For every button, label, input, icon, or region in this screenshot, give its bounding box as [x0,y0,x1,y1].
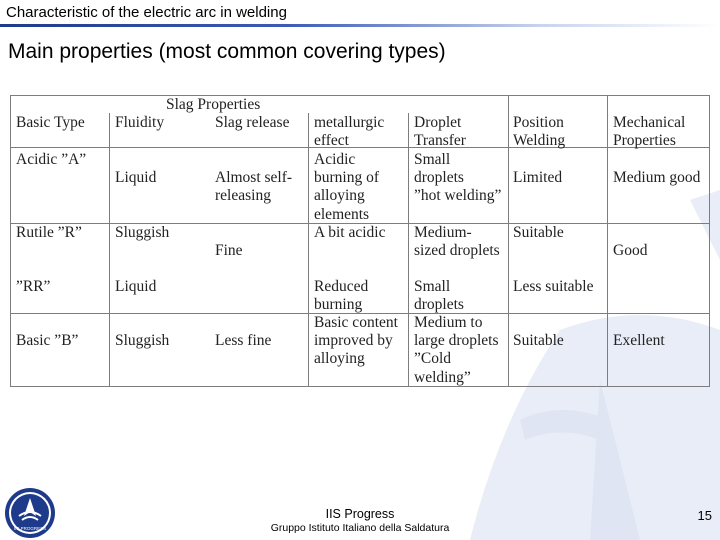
header-title: Characteristic of the electric arc in welding [6,4,287,21]
column-header: Droplet Transfer [414,114,466,150]
column-header: Fluidity [115,114,165,131]
table-column-divider [308,113,309,387]
table-cell-slag-release: Less fine [215,332,272,349]
page-title: Main properties (most common covering types) [8,40,446,63]
table-border-left [10,95,11,387]
table-cell-fluidity: Sluggish [115,224,170,241]
column-header: Mechanical Properties [613,114,686,150]
table-cell-mechanical: Good [613,242,648,259]
table-cell-fluidity: Liquid [115,278,157,295]
table-cell-metallurgic: Reduced burning [314,278,369,314]
column-header: Position Welding [513,114,566,150]
table-cell-fluidity: Liquid [115,169,157,186]
table-cell-mechanical: Medium good [613,169,701,186]
table-column-divider [508,95,509,387]
table-cell-droplet: Medium to large droplets ”Cold welding” [414,314,499,386]
table-cell-slag-release: Fine [215,242,243,259]
column-header: metallurgic effect [314,114,385,150]
table-cell-type: Rutile ”R” [16,224,82,241]
table-cell-position: Suitable [513,224,564,241]
table-cell-fluidity: Sluggish [115,332,170,349]
table-column-divider [607,95,608,387]
table-border-top [10,95,710,96]
table-cell-position: Suitable [513,332,564,349]
table-cell-slag-release: Almost self- releasing [215,169,293,205]
footer-org-subtitle: Gruppo Istituto Italiano della Saldatura [270,522,450,534]
table-column-divider [408,113,409,387]
table-cell-position: Limited [513,169,563,186]
table-cell-type: ”RR” [16,278,51,295]
table-border-right [709,95,710,387]
table-cell-metallurgic: Basic content improved by alloying [314,314,398,368]
table-cell-position: Less suitable [513,278,594,295]
table-cell-type: Basic ”B” [16,332,79,349]
table-cell-type: Acidic ”A” [16,151,87,168]
slag-properties-header: Slag Properties [166,96,261,113]
footer-org-name: IIS Progress [325,507,395,521]
page-number: 15 [697,508,712,523]
logo-text: IIS PROGRESS [13,526,47,531]
table-cell-droplet: Medium- sized droplets [414,224,500,260]
properties-table [10,95,710,387]
table-column-divider [109,113,110,387]
column-header: Slag release [215,114,290,131]
column-header: Basic Type [16,114,85,131]
header-divider [0,24,720,27]
table-cell-droplet: Small droplets ”hot welding” [414,151,502,205]
table-cell-metallurgic: A bit acidic [314,224,386,241]
table-cell-metallurgic: Acidic burning of alloying elements [314,151,380,223]
table-border-bottom [10,386,710,387]
table-cell-droplet: Small droplets [414,278,464,314]
table-cell-mechanical: Exellent [613,332,665,349]
